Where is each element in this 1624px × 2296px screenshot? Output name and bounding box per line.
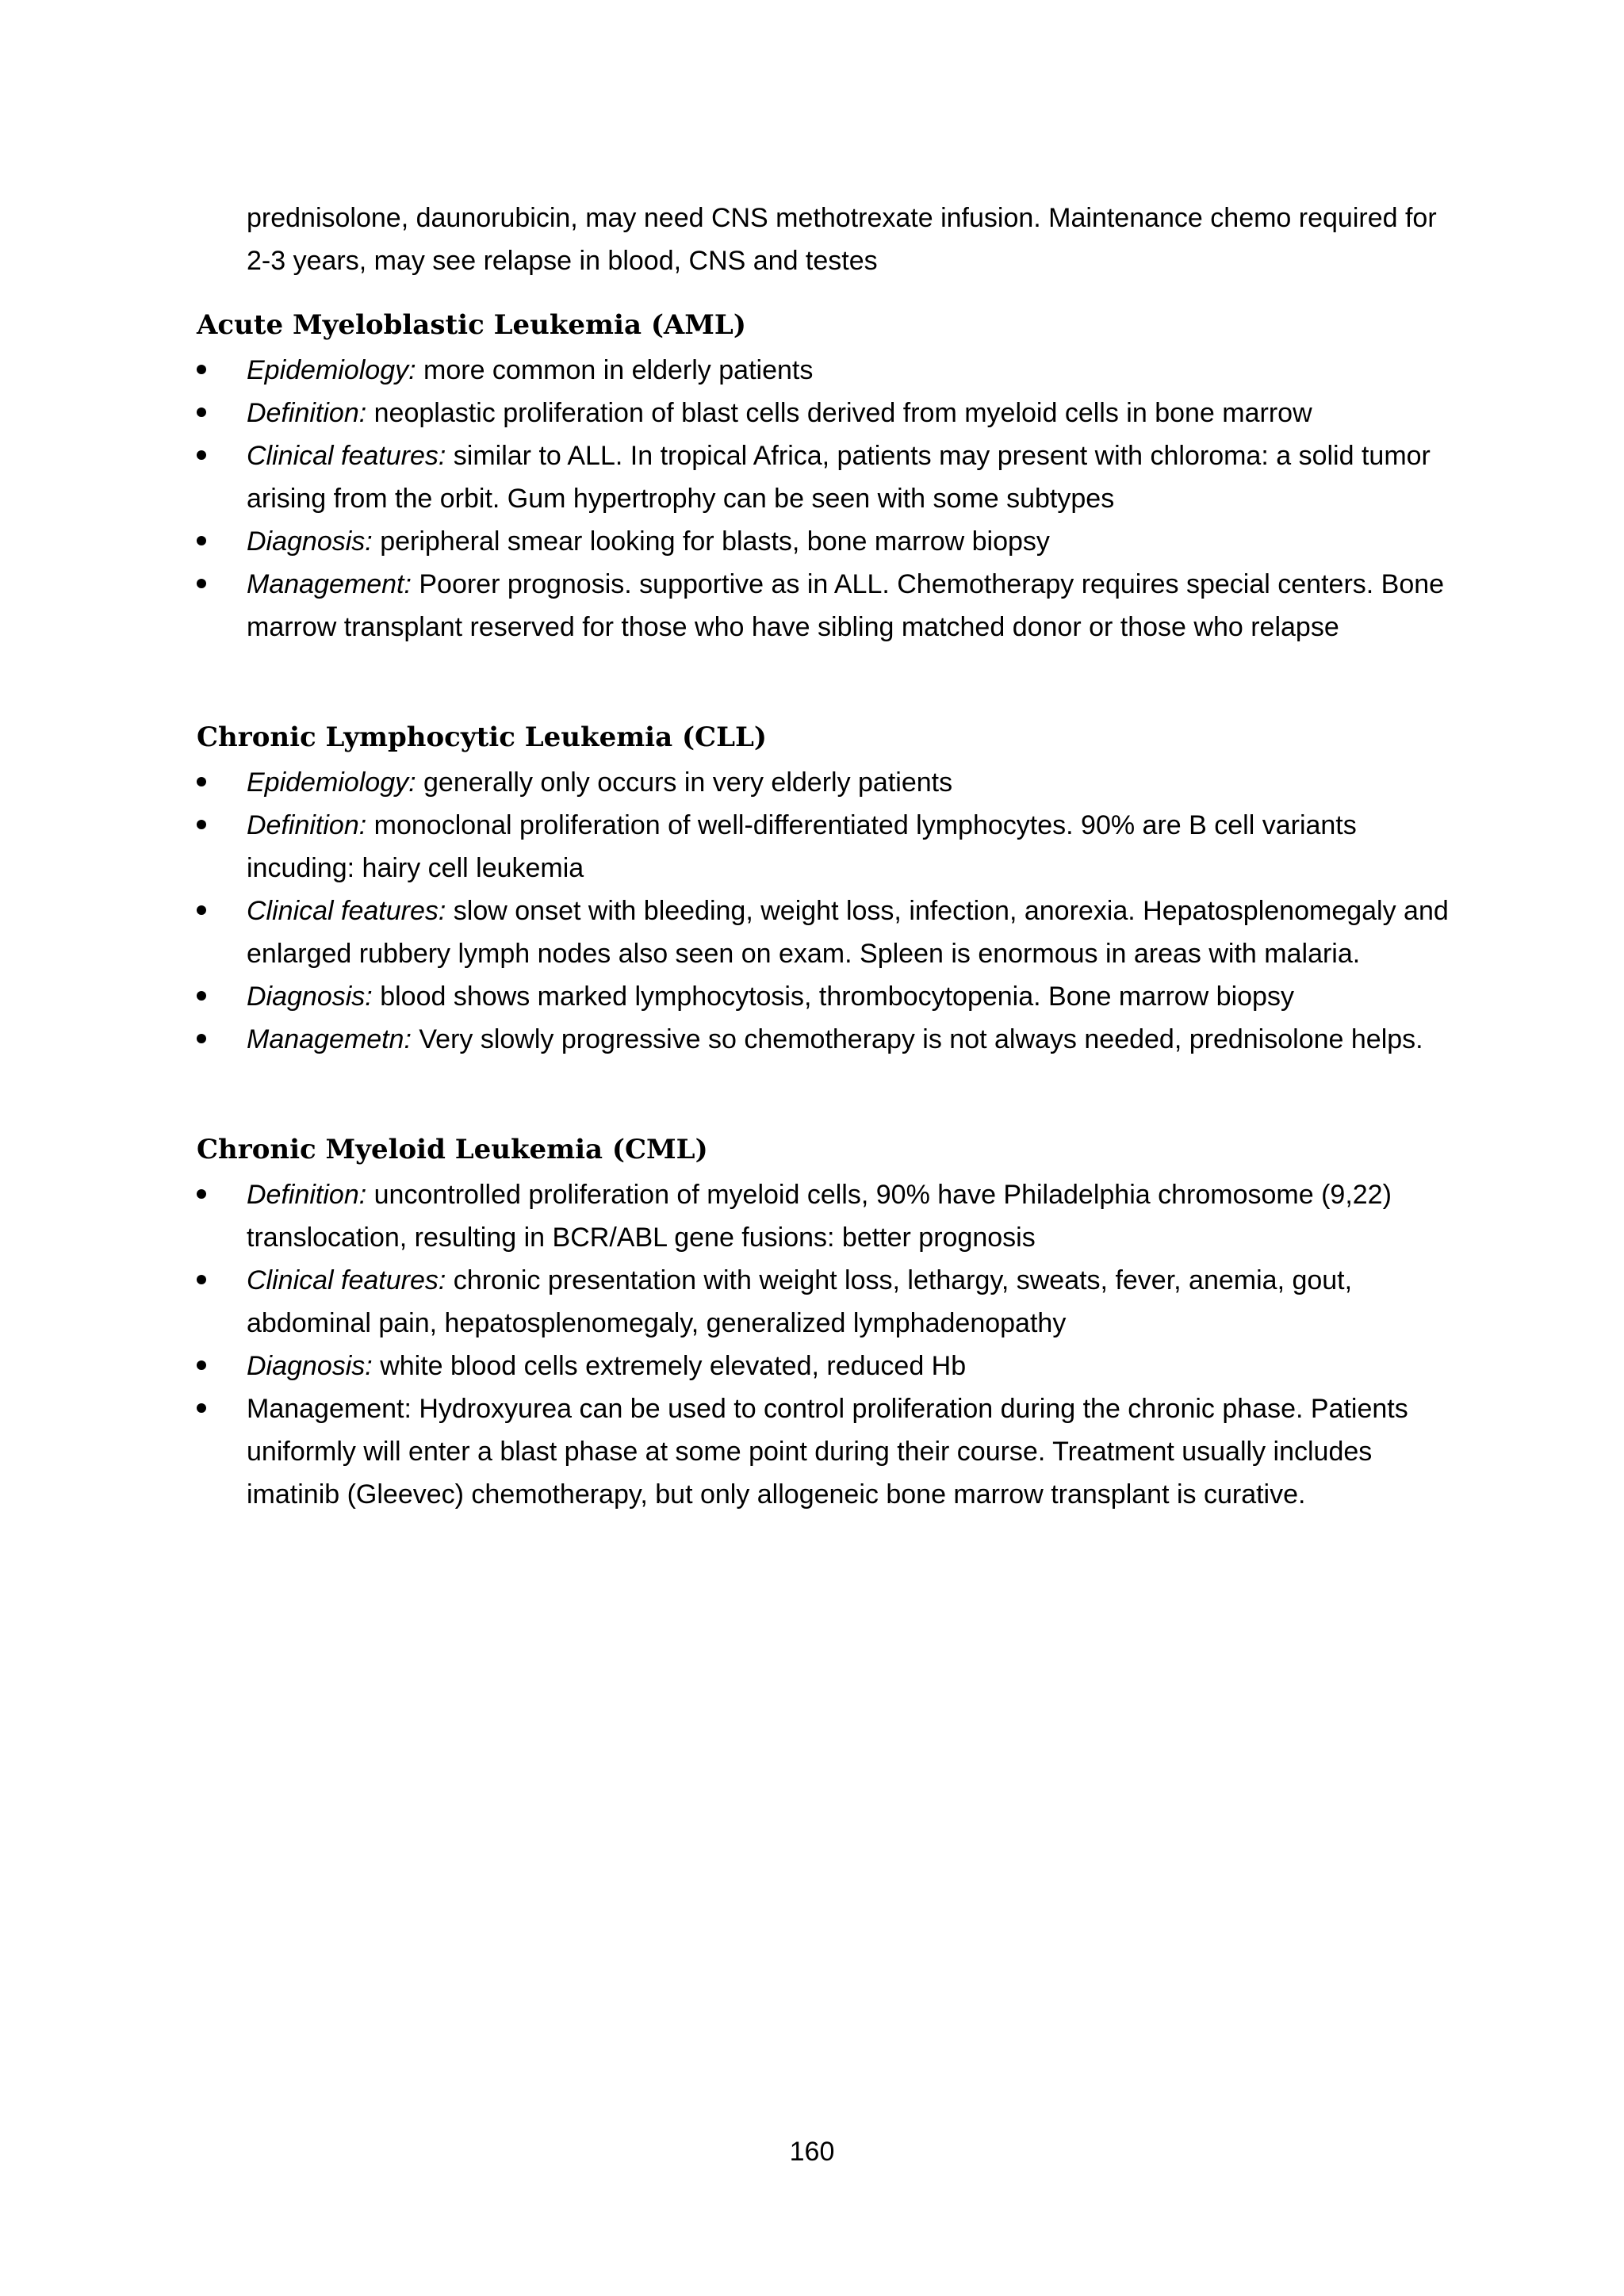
item-term: Clinical features: [247,1265,446,1295]
bullet-icon [197,991,206,1001]
section-aml [197,306,1450,649]
bullet-icon [197,1034,206,1043]
item-text: white blood cells extremely elevated, reduced Hb [372,1351,967,1381]
item-term: Managemetn: [247,1024,412,1054]
bullet-icon [197,1189,206,1199]
list-item [197,1259,1450,1345]
item-term: Definition: [247,398,367,428]
item-term: Diagnosis: [247,982,373,1012]
section-heading: Chronic Lymphocytic Leukemia (CLL) [197,721,768,753]
item-text: peripheral smear looking for blasts, bone marrow biopsy [372,526,1050,557]
list-item [197,1173,1450,1259]
page-number: 160 [789,2137,835,2167]
section-heading: Chronic Myeloid Leukemia (CML) [197,1134,708,1165]
bullet-icon [197,365,206,374]
item-text: blood shows marked lymphocytosis, thrombocytopenia. Bone marrow biopsy [372,982,1294,1012]
item-text: uncontrolled proliferation of myeloid cells, 90% have Philadelphia chromosome (9,22) translocation, resulting in BCR/ABL gene fusions: better prognosis [247,1180,1392,1253]
bullet-icon [197,905,206,915]
section-cll [197,718,1450,1061]
list-item [197,975,1450,1018]
item-term: Epidemiology: [247,355,416,385]
item-text: chronic presentation with weight loss, lethargy, sweats, fever, anemia, gout, abdominal pain, hepatosplenomegaly, generalized lymphadenopathy [247,1265,1353,1338]
continuation-paragraph: prednisolone, daunorubicin, may need CNS methotrexate infusion. Maintenance chemo required for 2-3 years, may see relapse in blood, CNS and testes [247,203,1437,276]
bullet-icon [197,450,206,460]
item-text: neoplastic proliferation of blast cells derived from myeloid cells in bone marrow [366,398,1312,428]
list-item [197,1018,1450,1061]
bullet-icon [197,536,206,545]
bullet-list [197,1173,1450,1516]
item-text: more common in elderly patients [416,355,814,385]
item-term: Diagnosis: [247,526,373,557]
item-term: Management: [247,569,412,599]
list-item [197,349,1450,392]
list-item [197,761,1450,804]
bullet-icon [197,820,206,829]
bullet-icon [197,1360,206,1370]
bullet-icon [197,408,206,417]
bullet-icon [197,1403,206,1413]
item-term: Definition: [247,1180,367,1210]
list-item [197,1345,1450,1387]
item-term: Clinical features: [247,896,446,926]
list-item [197,1387,1450,1516]
list-item [197,563,1450,649]
bullet-icon [197,777,206,786]
list-item [197,804,1450,890]
item-text: Very slowly progressive so chemotherapy is not always needed, prednisolone helps. [411,1024,1423,1054]
item-text: generally only occurs in very elderly patients [416,767,953,798]
item-term: Clinical features: [247,441,446,471]
section-cml [197,1131,1450,1516]
bullet-list [197,761,1450,1061]
item-text: Management: Hydroxyurea can be used to control proliferation during the chronic phase. Patients uniformly will enter a blast phase at some point during their course. Treatment usually includes imatinib (Gleevec) chemotherapy, but only allogeneic bone marrow transplant is curative. [247,1394,1408,1510]
item-text: monoclonal proliferation of well-differentiated lymphocytes. 90% are B cell variants incuding: hairy cell leukemia [247,810,1357,883]
bullet-list [197,349,1450,649]
list-item [197,890,1450,975]
bullet-icon [197,579,206,588]
item-term: Definition: [247,810,367,840]
list-item [197,434,1450,520]
list-item [197,392,1450,434]
item-text: similar to ALL. In tropical Africa, patients may present with chloroma: a solid tumor arising from the orbit. Gum hypertrophy can be seen with some subtypes [247,441,1431,514]
list-item [197,520,1450,563]
item-text: Poorer prognosis. supportive as in ALL. Chemotherapy requires special centers. Bone marrow transplant reserved for those who have sibling matched donor or those who relapse [247,569,1445,642]
bullet-icon [197,1275,206,1284]
item-term: Epidemiology: [247,767,416,798]
item-term: Diagnosis: [247,1351,373,1381]
item-text: slow onset with bleeding, weight loss, infection, anorexia. Hepatosplenomegaly and enlarged rubbery lymph nodes also seen on exam. Spleen is enormous in areas with malaria. [247,896,1449,969]
section-heading: Acute Myeloblastic Leukemia (AML) [197,309,746,341]
